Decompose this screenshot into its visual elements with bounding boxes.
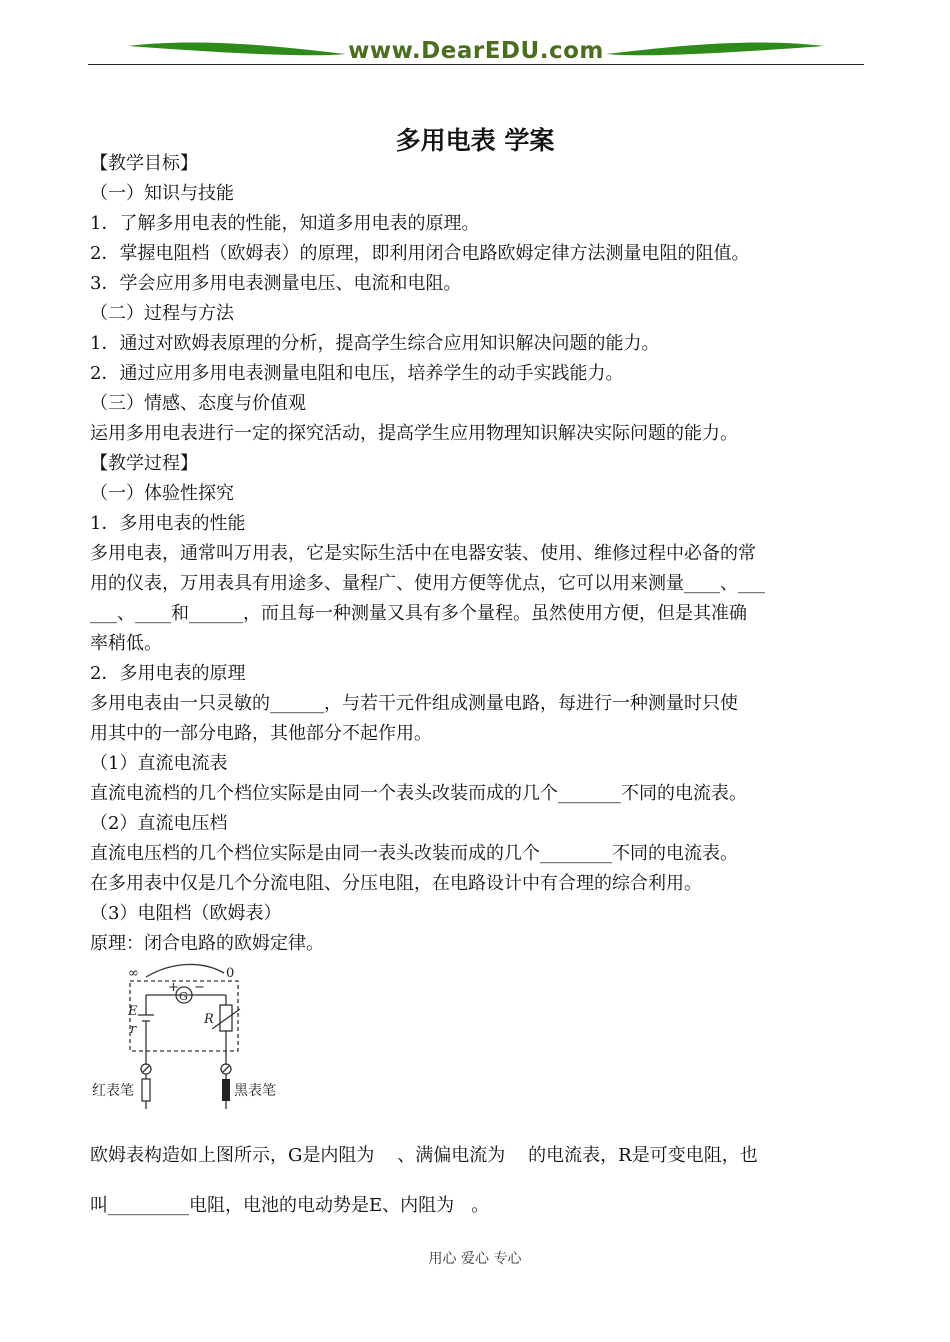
paragraph-line: 多用电表由一只灵敏的______，与若干元件组成测量电路，每进行一种测量时只使 xyxy=(90,693,738,714)
header-divider xyxy=(88,64,864,65)
subsection-heading: （三）情感、态度与价值观 xyxy=(90,393,306,414)
paragraph-line: 多用电表，通常叫万用表，它是实际生活中在电器安装、使用、维修过程中必备的常 xyxy=(90,543,756,564)
paragraph-line: 率稍低。 xyxy=(90,633,162,654)
zero-label: 0 xyxy=(226,966,235,981)
paragraph-line: 1．通过对欧姆表原理的分析，提高学生综合应用知识解决问题的能力。 xyxy=(90,333,660,354)
page-title: 多用电表 学案 xyxy=(395,126,555,155)
paragraph-line: 2．多用电表的原理 xyxy=(90,663,246,684)
paragraph-line: 叫_________电阻，电池的电动势是E、内阻为 。 xyxy=(90,1195,490,1216)
paragraph-line: 直流电流档的几个档位实际是由同一个表头改装而成的几个_______不同的电流表。 xyxy=(90,783,747,804)
subsection-heading: （1）直流电流表 xyxy=(90,753,228,774)
black-probe-label: 黑表笔 xyxy=(234,1083,276,1099)
paragraph-line: 2．掌握电阻档（欧姆表）的原理，即利用闭合电路欧姆定律方法测量电阻的阻值。 xyxy=(90,243,750,264)
subsection-heading: （一）知识与技能 xyxy=(90,183,234,204)
section-heading: 【教学过程】 xyxy=(90,453,198,474)
paragraph-line: 欧姆表构造如上图所示，G是内阻为 、满偏电流为 的电流表，R是可变电阻，也 xyxy=(90,1145,758,1166)
infinity-label: ∞ xyxy=(128,966,139,981)
subsection-heading: （一）体验性探究 xyxy=(90,483,234,504)
paragraph-line: ___、____和______，而且每一种测量又具有多个量程。虽然使用方便，但是其准确 xyxy=(90,603,747,624)
paragraph-line: 1．多用电表的性能 xyxy=(90,513,246,534)
paragraph-line: 运用多用电表进行一定的探究活动，提高学生应用物理知识解决实际问题的能力。 xyxy=(90,423,738,444)
paragraph-line: 原理：闭合电路的欧姆定律。 xyxy=(90,933,324,954)
page-footer: 用心 爱心 专心 xyxy=(428,1251,522,1267)
section-heading: 【教学目标】 xyxy=(90,153,198,174)
subsection-heading: （2）直流电压档 xyxy=(90,813,228,834)
galvanometer-label: G xyxy=(179,990,188,1003)
ohmmeter-circuit-diagram xyxy=(88,957,288,1114)
resistor-label: R xyxy=(204,1012,214,1027)
subsection-heading: （二）过程与方法 xyxy=(90,303,234,324)
paragraph-line: 在多用表中仅是几个分流电阻、分压电阻，在电路设计中有合理的综合利用。 xyxy=(90,873,702,894)
paragraph-line: 直流电压档的几个档位实际是由同一表头改装而成的几个________不同的电流表。 xyxy=(90,843,738,864)
minus-label: − xyxy=(194,980,205,995)
paragraph-line: 2．通过应用多用电表测量电阻和电压，培养学生的动手实践能力。 xyxy=(90,363,624,384)
internal-resistance-label: r xyxy=(130,1022,137,1037)
paragraph-line: 3．学会应用多用电表测量电压、电流和电阻。 xyxy=(90,273,462,294)
site-url[interactable]: www.DearEDU.com xyxy=(348,38,604,64)
emf-label: E xyxy=(128,1004,138,1019)
subsection-heading: （3）电阻档（欧姆表） xyxy=(90,903,282,924)
plus-label: + xyxy=(168,980,179,995)
paragraph-line: 1．了解多用电表的性能，知道多用电表的原理。 xyxy=(90,213,480,234)
paragraph-line: 用的仪表，万用表具有用途多、量程广、使用方便等优点，它可以用来测量____、___ xyxy=(90,573,765,594)
paragraph-line: 用其中的一部分电路，其他部分不起作用。 xyxy=(90,723,432,744)
red-probe-label: 红表笔 xyxy=(92,1083,134,1099)
